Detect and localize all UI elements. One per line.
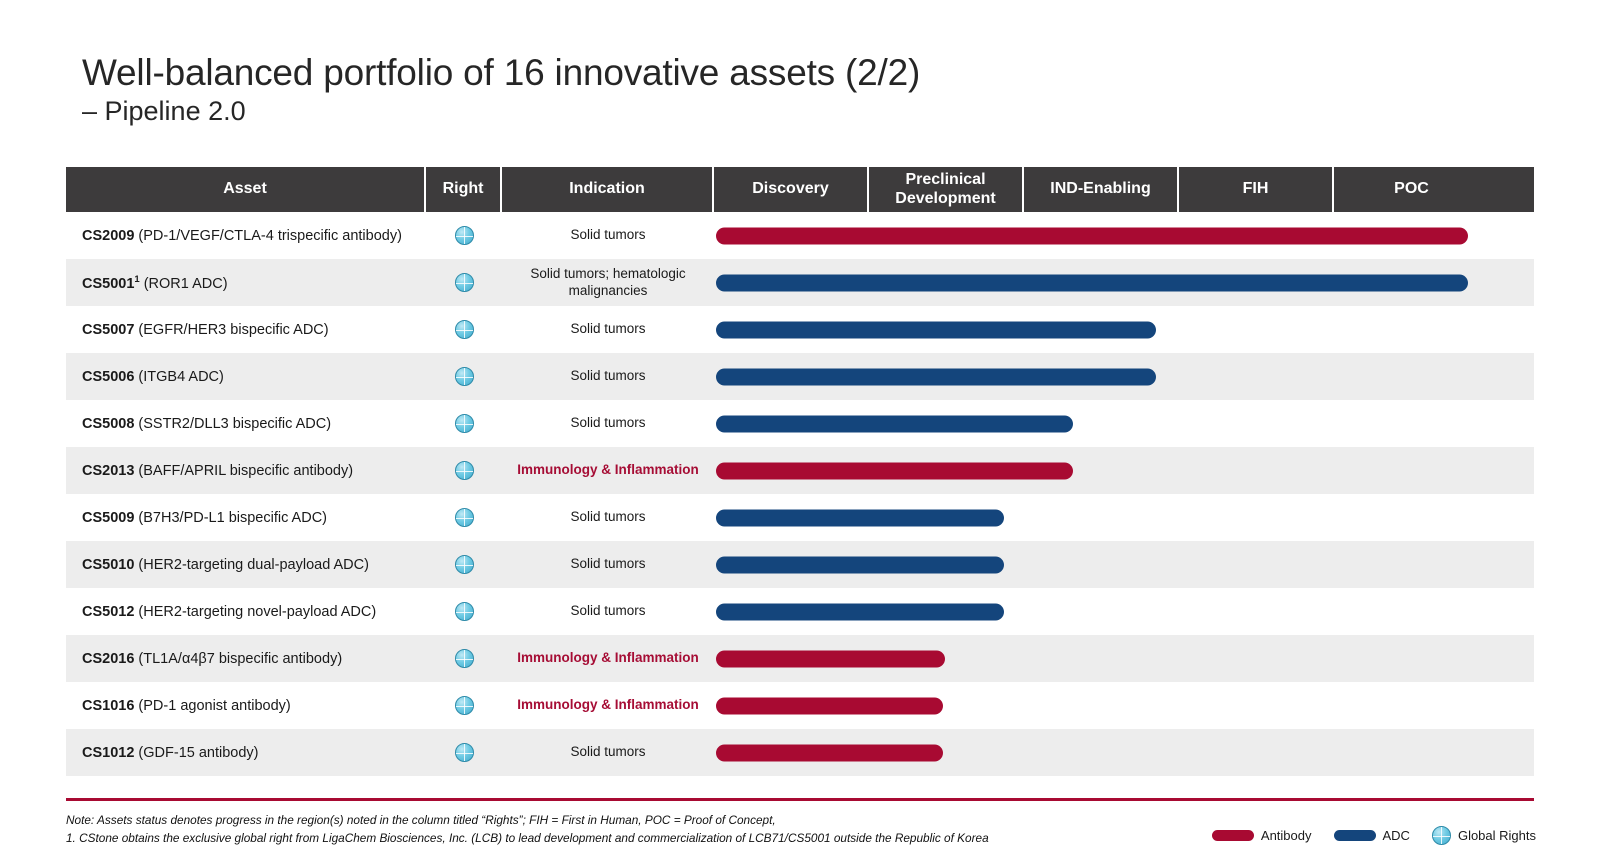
globe-icon xyxy=(455,414,474,433)
cell-asset xyxy=(66,510,426,526)
table-row xyxy=(66,588,1534,635)
legend xyxy=(1212,826,1536,845)
cell-asset xyxy=(66,322,426,338)
pipeline-table xyxy=(66,167,1534,776)
asset-code: CS5007 xyxy=(82,321,135,338)
footnote xyxy=(66,812,1166,847)
cell-indication: Solid tumors; hematologic malignancies xyxy=(530,265,686,298)
globe-icon xyxy=(455,226,474,245)
asset-description: (PD-1 agonist antibody) xyxy=(134,697,291,714)
table-row xyxy=(66,353,1534,400)
table-header-row xyxy=(66,167,1534,212)
column-header-right: Right xyxy=(426,167,502,212)
asset-code: CS2009 xyxy=(82,227,135,244)
asset-code: CS1012 xyxy=(82,744,135,761)
globe-icon xyxy=(455,743,474,762)
progress-bar-antibody xyxy=(716,227,1468,244)
cell-right xyxy=(426,461,502,480)
table-row xyxy=(66,729,1534,776)
asset-description: (GDF-15 antibody) xyxy=(134,744,259,761)
cell-indication: Solid tumors xyxy=(570,509,646,525)
progress-track xyxy=(714,635,1534,682)
progress-track xyxy=(714,494,1534,541)
cell-asset xyxy=(66,745,426,761)
asset-code: CS5006 xyxy=(82,368,135,385)
progress-track xyxy=(714,682,1534,729)
progress-bar-antibody xyxy=(716,697,943,714)
page-title: Well-balanced portfolio of 16 innovative assets (2/2) xyxy=(82,52,921,93)
asset-code: CS5009 xyxy=(82,509,135,526)
column-header-fih: FIH xyxy=(1179,167,1334,212)
cell-asset xyxy=(66,416,426,432)
table-row xyxy=(66,682,1534,729)
globe-icon xyxy=(455,696,474,715)
asset-code: CS5001 xyxy=(82,275,135,292)
progress-track xyxy=(714,588,1534,635)
cell-indication: Solid tumors xyxy=(570,321,646,337)
cell-indication: Solid tumors xyxy=(570,227,646,243)
cell-right xyxy=(426,649,502,668)
asset-code: CS1016 xyxy=(82,697,135,714)
table-row xyxy=(66,541,1534,588)
progress-bar-adc xyxy=(716,321,1156,338)
table-row xyxy=(66,635,1534,682)
progress-bar-antibody xyxy=(716,744,943,761)
table-row xyxy=(66,259,1534,306)
asset-code: CS5008 xyxy=(82,415,135,432)
cell-right xyxy=(426,226,502,245)
progress-bar-adc xyxy=(716,415,1073,432)
cell-right xyxy=(426,367,502,386)
globe-icon xyxy=(455,367,474,386)
globe-icon xyxy=(455,555,474,574)
cell-right xyxy=(426,602,502,621)
globe-icon xyxy=(1432,826,1451,845)
footnote-line-2: 1. CStone obtains the exclusive global right from LigaChem Biosciences, Inc. (LCB) to lead development and commercialization of LCB71/CS5001 outside the Republic of Korea xyxy=(66,830,989,845)
asset-description: (PD-1/VEGF/CTLA-4 trispecific antibody) xyxy=(134,227,402,244)
progress-track xyxy=(714,541,1534,588)
asset-description: (ITGB4 ADC) xyxy=(134,368,224,385)
cell-indication: Solid tumors xyxy=(570,368,646,384)
cell-asset xyxy=(66,698,426,714)
cell-asset xyxy=(66,557,426,573)
table-row xyxy=(66,400,1534,447)
cell-asset xyxy=(66,228,426,244)
table-bottom-rule xyxy=(66,798,1534,801)
title-block xyxy=(82,52,1282,128)
cell-asset xyxy=(66,651,426,667)
asset-code: CS2016 xyxy=(82,650,135,667)
column-header-ind-enabling: IND-Enabling xyxy=(1024,167,1179,212)
column-header-indication: Indication xyxy=(502,167,714,212)
table-row xyxy=(66,447,1534,494)
progress-bar-adc xyxy=(716,556,1004,573)
cell-asset xyxy=(66,463,426,479)
cell-indication: Solid tumors xyxy=(570,415,646,431)
cell-indication: Solid tumors xyxy=(570,603,646,619)
table-row xyxy=(66,494,1534,541)
column-header-asset: Asset xyxy=(66,167,426,212)
globe-icon xyxy=(455,508,474,527)
table-body xyxy=(66,212,1534,776)
globe-icon xyxy=(455,320,474,339)
table-row xyxy=(66,212,1534,259)
asset-description: (TL1A/α4β7 bispecific antibody) xyxy=(134,650,343,667)
cell-asset xyxy=(66,274,426,292)
legend-item-antibody xyxy=(1212,828,1312,843)
globe-icon xyxy=(455,649,474,668)
asset-description: (B7H3/PD-L1 bispecific ADC) xyxy=(134,509,327,526)
cell-indication: Immunology & Inflammation xyxy=(517,697,699,713)
progress-bar-adc xyxy=(716,603,1004,620)
column-header-discovery: Discovery xyxy=(714,167,869,212)
cell-right xyxy=(426,555,502,574)
page-subtitle: – Pipeline 2.0 xyxy=(82,96,246,127)
asset-description: (HER2-targeting novel-payload ADC) xyxy=(134,603,377,620)
legend-swatch-adc-icon xyxy=(1334,830,1376,841)
progress-track xyxy=(714,353,1534,400)
asset-description: (BAFF/APRIL bispecific antibody) xyxy=(134,462,354,479)
globe-icon xyxy=(455,602,474,621)
legend-item-adc xyxy=(1334,828,1410,843)
legend-label-antibody: Antibody xyxy=(1260,828,1312,843)
progress-bar-adc xyxy=(716,509,1004,526)
asset-description: (EGFR/HER3 bispecific ADC) xyxy=(134,321,329,338)
cell-indication: Solid tumors xyxy=(570,744,646,760)
column-header-poc: POC xyxy=(1394,180,1429,198)
asset-description: (HER2-targeting dual-payload ADC) xyxy=(134,556,369,573)
legend-swatch-antibody-icon xyxy=(1212,830,1254,841)
cell-right xyxy=(426,273,502,292)
progress-bar-antibody xyxy=(716,462,1073,479)
cell-asset xyxy=(66,369,426,385)
table-row xyxy=(66,306,1534,353)
asset-description: (SSTR2/DLL3 bispecific ADC) xyxy=(134,415,332,432)
cell-indication: Solid tumors xyxy=(570,556,646,572)
column-header-preclinical-development: Preclinical Development xyxy=(869,167,1024,212)
cell-asset xyxy=(66,604,426,620)
cell-right xyxy=(426,743,502,762)
globe-icon xyxy=(455,273,474,292)
asset-code: CS5012 xyxy=(82,603,135,620)
asset-code: CS2013 xyxy=(82,462,135,479)
cell-indication: Immunology & Inflammation xyxy=(517,462,699,478)
progress-track xyxy=(714,212,1534,259)
legend-label-adc: ADC xyxy=(1382,828,1410,843)
cell-right xyxy=(426,696,502,715)
progress-track xyxy=(714,306,1534,353)
progress-track xyxy=(714,400,1534,447)
progress-bar-adc xyxy=(716,274,1468,291)
progress-bar-antibody xyxy=(716,650,945,667)
asset-footnote-marker: 1 xyxy=(134,273,140,285)
asset-description: (ROR1 ADC) xyxy=(139,275,228,292)
cell-indication: Immunology & Inflammation xyxy=(517,650,699,666)
progress-track xyxy=(714,729,1534,776)
progress-bar-adc xyxy=(716,368,1156,385)
cell-right xyxy=(426,320,502,339)
globe-icon xyxy=(455,461,474,480)
legend-label-global-rights: Global Rights xyxy=(1457,828,1536,843)
footnote-line-1: Note: Assets status denotes progress in the region(s) noted in the column titled “Rights”; FIH = First in Human, POC = Proof of Concept, xyxy=(66,813,776,827)
cell-right xyxy=(426,414,502,433)
legend-item-global-rights xyxy=(1432,826,1536,845)
progress-track xyxy=(714,259,1534,306)
cell-right xyxy=(426,508,502,527)
progress-track xyxy=(714,447,1534,494)
asset-code: CS5010 xyxy=(82,556,135,573)
